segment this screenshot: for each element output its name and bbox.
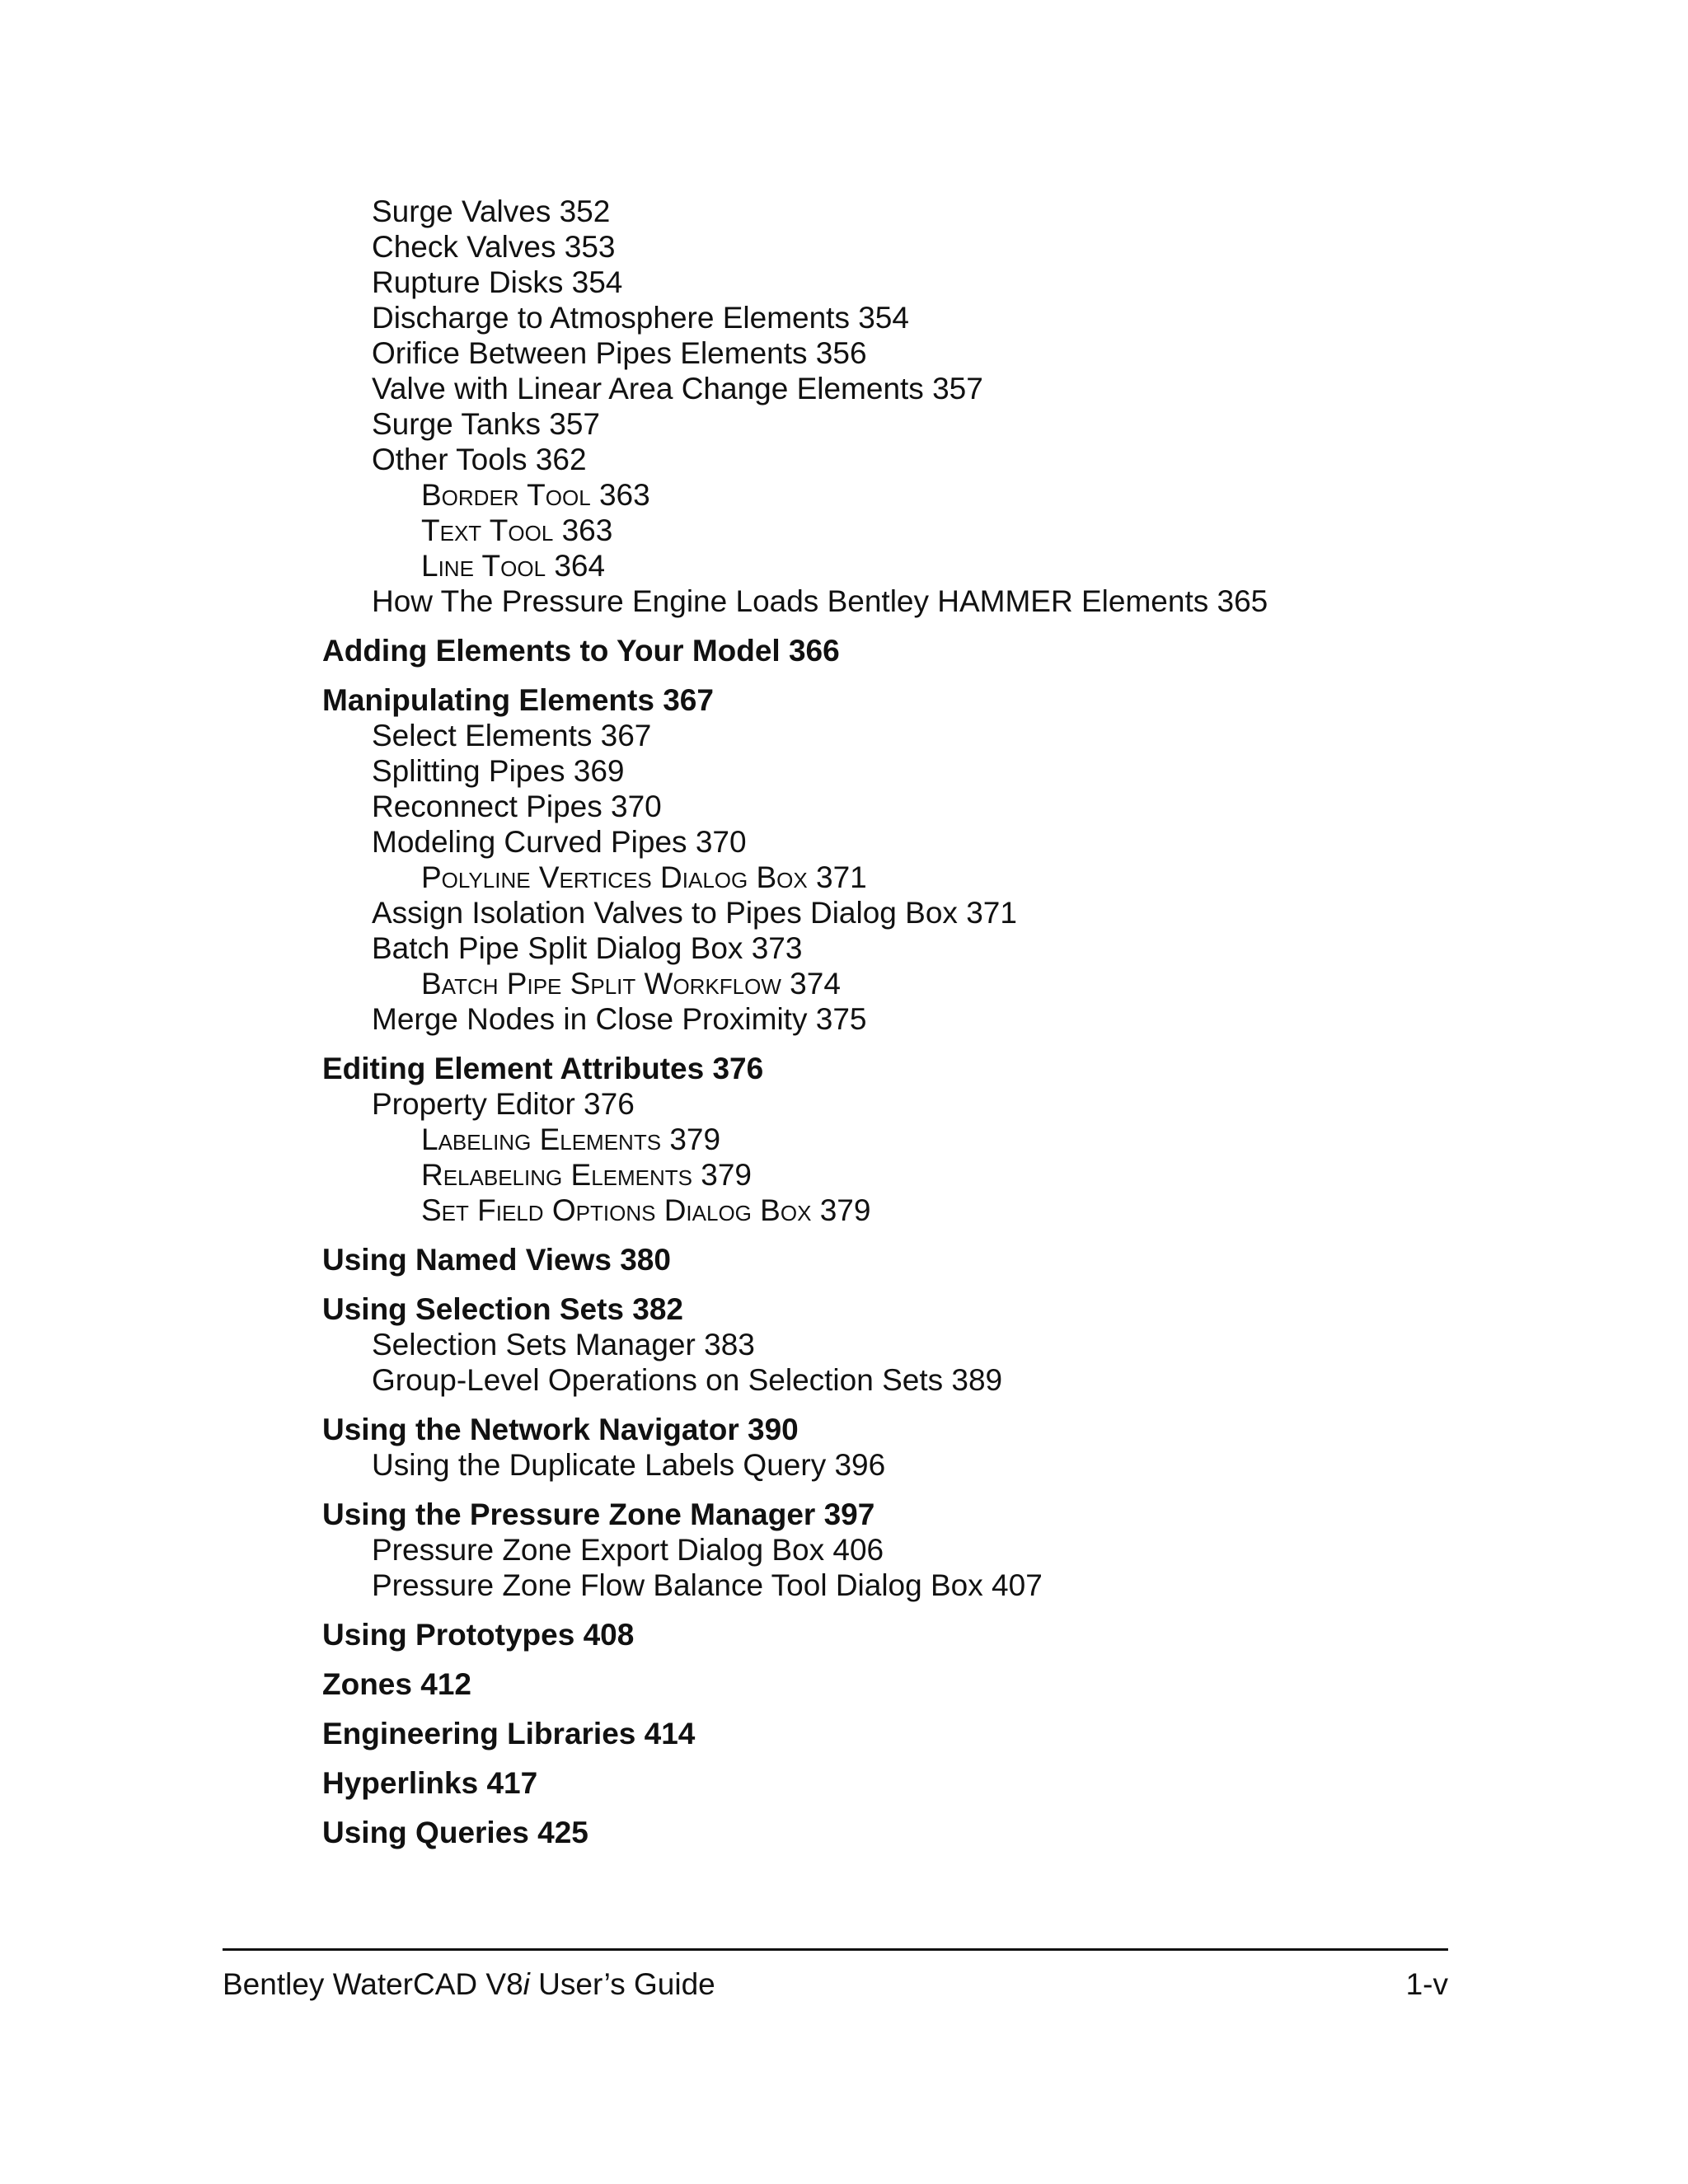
toc-entry: Surge Valves 352 (372, 194, 611, 228)
toc-entry: Assign Isolation Valves to Pipes Dialog Box 371 (372, 896, 1017, 930)
toc-entry: Using the Duplicate Labels Query 396 (372, 1448, 886, 1482)
toc-entry: Set Field Options Dialog Box 379 (421, 1193, 871, 1227)
toc-entry: Relabeling Elements 379 (421, 1158, 753, 1192)
toc-section-heading: Using Named Views 380 (322, 1243, 671, 1277)
toc-section-heading: Using the Network Navigator 390 (322, 1413, 799, 1446)
toc-entry: Discharge to Atmosphere Elements 354 (372, 301, 909, 335)
toc-section-heading: Zones 412 (322, 1667, 471, 1701)
toc-entry: Pressure Zone Export Dialog Box 406 (372, 1533, 884, 1567)
toc-entry: Labeling Elements 379 (421, 1122, 721, 1156)
footer-title-suffix: User’s Guide (529, 1967, 715, 2001)
toc-entry: Selection Sets Manager 383 (372, 1328, 755, 1361)
toc-entry: Batch Pipe Split Dialog Box 373 (372, 931, 803, 965)
toc-section-heading: Adding Elements to Your Model 366 (322, 634, 840, 668)
toc-entry: Rupture Disks 354 (372, 265, 623, 299)
toc-entry: Group-Level Operations on Selection Sets 389 (372, 1363, 1003, 1397)
footer-title-prefix: Bentley WaterCAD V8 (223, 1967, 523, 2001)
toc-entry: Splitting Pipes 369 (372, 754, 625, 788)
toc-section-heading: Editing Element Attributes 376 (322, 1052, 764, 1085)
toc-entry: Reconnect Pipes 370 (372, 790, 662, 823)
toc-entry: Check Valves 353 (372, 230, 616, 264)
toc-entry: Surge Tanks 357 (372, 407, 601, 441)
footer-divider (223, 1948, 1448, 1951)
toc-entry: Valve with Linear Area Change Elements 357 (372, 372, 983, 405)
toc-entry: Border Tool 363 (421, 478, 650, 512)
toc-entry: Orifice Between Pipes Elements 356 (372, 336, 867, 370)
toc-section-heading: Using Queries 425 (322, 1816, 588, 1849)
toc-entry: Select Elements 367 (372, 719, 652, 752)
toc-section-heading: Using the Pressure Zone Manager 397 (322, 1497, 875, 1531)
toc-entry: Text Tool 363 (421, 513, 613, 547)
toc-entry: Pressure Zone Flow Balance Tool Dialog Box 407 (372, 1568, 1043, 1602)
toc-entry: Modeling Curved Pipes 370 (372, 825, 747, 859)
toc-entry: How The Pressure Engine Loads Bentley HAMMER Elements 365 (372, 584, 1268, 618)
toc-entry: Batch Pipe Split Workflow 374 (421, 967, 841, 1001)
toc-entry: Polyline Vertices Dialog Box 371 (421, 860, 867, 894)
footer-document-title (223, 1969, 715, 1999)
toc-entry: Property Editor 376 (372, 1087, 635, 1121)
toc-section-heading: Manipulating Elements 367 (322, 683, 714, 717)
footer-page-number: 1-v (1405, 1967, 1448, 2001)
toc-section-heading: Using Prototypes 408 (322, 1618, 635, 1652)
footer-title-italic: i (523, 1967, 530, 2001)
toc-entry: Merge Nodes in Close Proximity 375 (372, 1002, 867, 1036)
toc-entry: Other Tools 362 (372, 443, 587, 476)
toc-entry: Line Tool 364 (421, 549, 606, 583)
toc-section-heading: Using Selection Sets 382 (322, 1292, 684, 1326)
toc-section-heading: Hyperlinks 417 (322, 1766, 538, 1800)
toc-section-heading: Engineering Libraries 414 (322, 1717, 696, 1750)
